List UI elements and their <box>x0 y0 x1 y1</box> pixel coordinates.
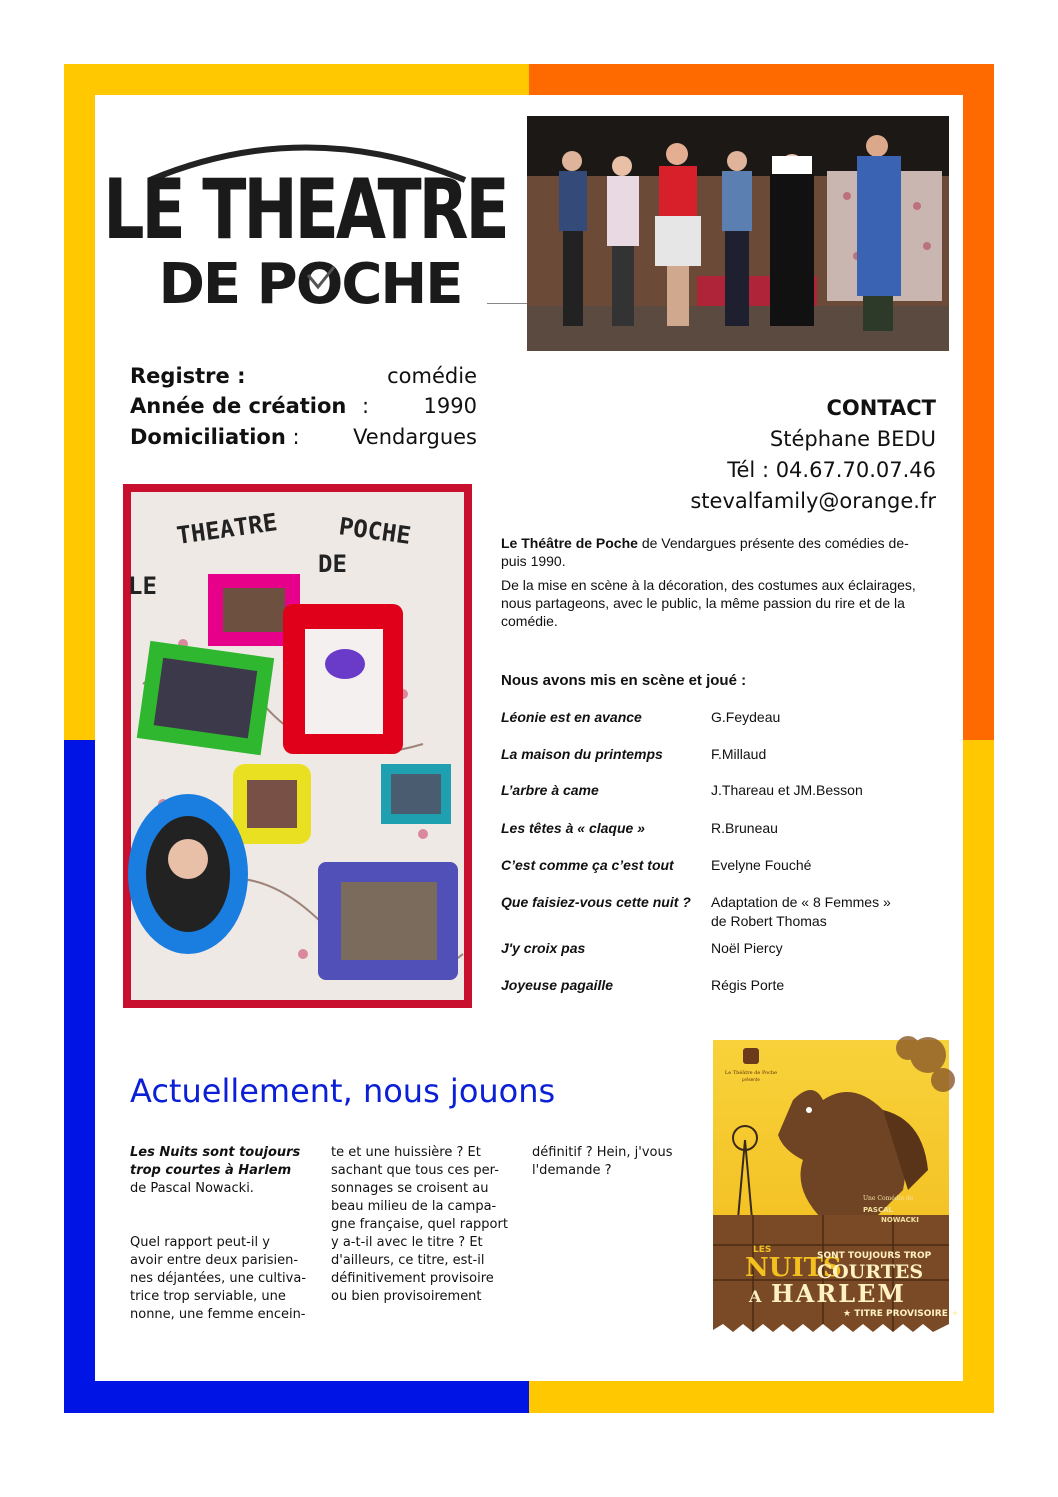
play-author: F.Millaud <box>711 746 767 762</box>
play-title: Que faisiez-vous cette nuit ? <box>501 894 691 910</box>
intro-p1-line1: de Vendargues présente des comédies de- <box>637 535 909 551</box>
col2-line: gne française, quel rapport <box>331 1217 508 1232</box>
annee-colon: : <box>362 394 370 418</box>
play-poster <box>713 1040 960 1338</box>
current-play-title-line2: trop courtes à Harlem <box>130 1163 292 1178</box>
logo-line2: DE POCHE <box>158 252 462 317</box>
play-author: Noël Piercy <box>711 940 783 956</box>
intro-troupe-name: Le Théâtre de Poche <box>501 535 638 551</box>
collage-word-le: LE <box>128 572 157 600</box>
current-play-author: de Pascal Nowacki. <box>130 1181 254 1196</box>
stage-photo <box>527 116 949 351</box>
logo-line1: LE THEATRE <box>103 162 507 259</box>
poster-les: LES <box>753 1245 772 1255</box>
annee-row <box>130 391 477 421</box>
col2-line: y a-t-il avec le titre ? Et <box>331 1235 483 1250</box>
play-author: Evelyne Fouché <box>711 857 812 873</box>
spacer <box>130 1198 310 1234</box>
play-author: J.Thareau et JM.Besson <box>711 782 863 798</box>
play-title: Joyeuse pagaille <box>501 977 614 993</box>
theatre-logo <box>103 125 507 325</box>
intro-paragraph-2: De la mise en scène à la décoration, des costumes aux éclairages, nous partageons, avec le public, la même passion du rire et de la comédie. <box>501 577 916 629</box>
play-author-line1: Adaptation de « 8 Femmes » <box>711 894 891 910</box>
play-author-line2: de Robert Thomas <box>711 913 827 929</box>
poster-author-first: PASCAL <box>863 1206 893 1214</box>
col3-line: l'demande ? <box>532 1163 612 1178</box>
play-title: C’est comme ça c’est tout <box>501 857 674 873</box>
poster-subtitle: ★ TITRE PROVISOIRE ★ <box>843 1309 960 1319</box>
col2-line: sachant que tous ces per- <box>331 1163 499 1178</box>
col2-line: d'ailleurs, ce titre, est-il <box>331 1253 485 1268</box>
poster-harlem: HARLEM <box>771 1279 906 1308</box>
domiciliation-row <box>130 422 477 452</box>
divider <box>487 303 527 304</box>
annee-value: 1990 <box>423 394 477 418</box>
registre-row <box>130 361 477 391</box>
collage-photo <box>123 484 472 1008</box>
registre-label: Registre : <box>130 364 246 388</box>
play-author: Régis Porte <box>711 977 785 993</box>
poster-presents: présente <box>742 1077 760 1082</box>
collage-word-poche: POCHE <box>337 512 413 550</box>
text-column-3 <box>532 1144 712 1180</box>
now-playing-heading: Actuellement, nous jouons <box>130 1072 556 1110</box>
domiciliation-label: Domiciliation <box>130 425 286 449</box>
annee-label: Année de création <box>130 394 347 418</box>
collage-word-theatre: THEATRE <box>174 508 280 550</box>
col1-line: nonne, une femme encein- <box>130 1307 306 1322</box>
intro-text <box>501 534 931 636</box>
poster-courtes: COURTES <box>817 1261 924 1283</box>
play-author <box>711 893 926 931</box>
col2-line: beau milieu de la campa- <box>331 1199 497 1214</box>
contact-title: CONTACT <box>826 396 936 420</box>
col2-line: te et une huissière ? Et <box>331 1145 481 1160</box>
col1-line: Quel rapport peut-il y <box>130 1235 270 1250</box>
registre-value: comédie <box>387 364 477 388</box>
plays-list-title: Nous avons mis en scène et joué : <box>501 672 747 689</box>
col1-line: nes déjantées, une cultiva- <box>130 1271 307 1286</box>
col2-line: ou bien provisoirement <box>331 1289 482 1304</box>
play-author: R.Bruneau <box>711 820 778 836</box>
poster-a: A <box>749 1287 762 1306</box>
col2-line: définitivement provisoire <box>331 1271 494 1286</box>
col3-line: définitif ? Hein, j'vous <box>532 1145 673 1160</box>
collage-word-de: DE <box>318 550 347 578</box>
col1-line: trice trop serviable, une <box>130 1289 286 1304</box>
col1-line: avoir entre deux parisien- <box>130 1253 299 1268</box>
text-column-1 <box>130 1144 310 1324</box>
poster-comedy-by: Une Comédie de <box>863 1195 914 1202</box>
col2-line: sonnages se croisent au <box>331 1181 489 1196</box>
intro-p1-line2: puis 1990. <box>501 553 566 569</box>
current-play-title-line1: Les Nuits sont toujours <box>130 1145 301 1160</box>
poster-troupe: Le Théâtre de Poche <box>724 1070 778 1076</box>
contact-email[interactable]: stevalfamily@orange.fr <box>690 489 936 513</box>
contact-name: Stéphane BEDU <box>769 427 936 451</box>
play-author: G.Feydeau <box>711 709 781 725</box>
poster-nuits: NUITS <box>745 1253 842 1283</box>
contact-phone[interactable]: Tél : 04.67.70.07.46 <box>727 458 936 482</box>
play-title: L’arbre à came <box>501 782 599 798</box>
poster-sont: SONT TOUJOURS TROP <box>817 1251 932 1261</box>
domiciliation-colon: : <box>292 425 300 449</box>
play-title: Les têtes à « claque » <box>501 820 645 836</box>
play-title: Léonie est en avance <box>501 709 642 725</box>
play-title: J'y croix pas <box>501 940 586 956</box>
poster-author-last: NOWACKI <box>881 1216 919 1224</box>
domiciliation-value: Vendargues <box>353 425 477 449</box>
intro-paragraph-1 <box>501 534 931 570</box>
play-title: La maison du printemps <box>501 746 663 762</box>
text-column-2 <box>331 1144 511 1306</box>
